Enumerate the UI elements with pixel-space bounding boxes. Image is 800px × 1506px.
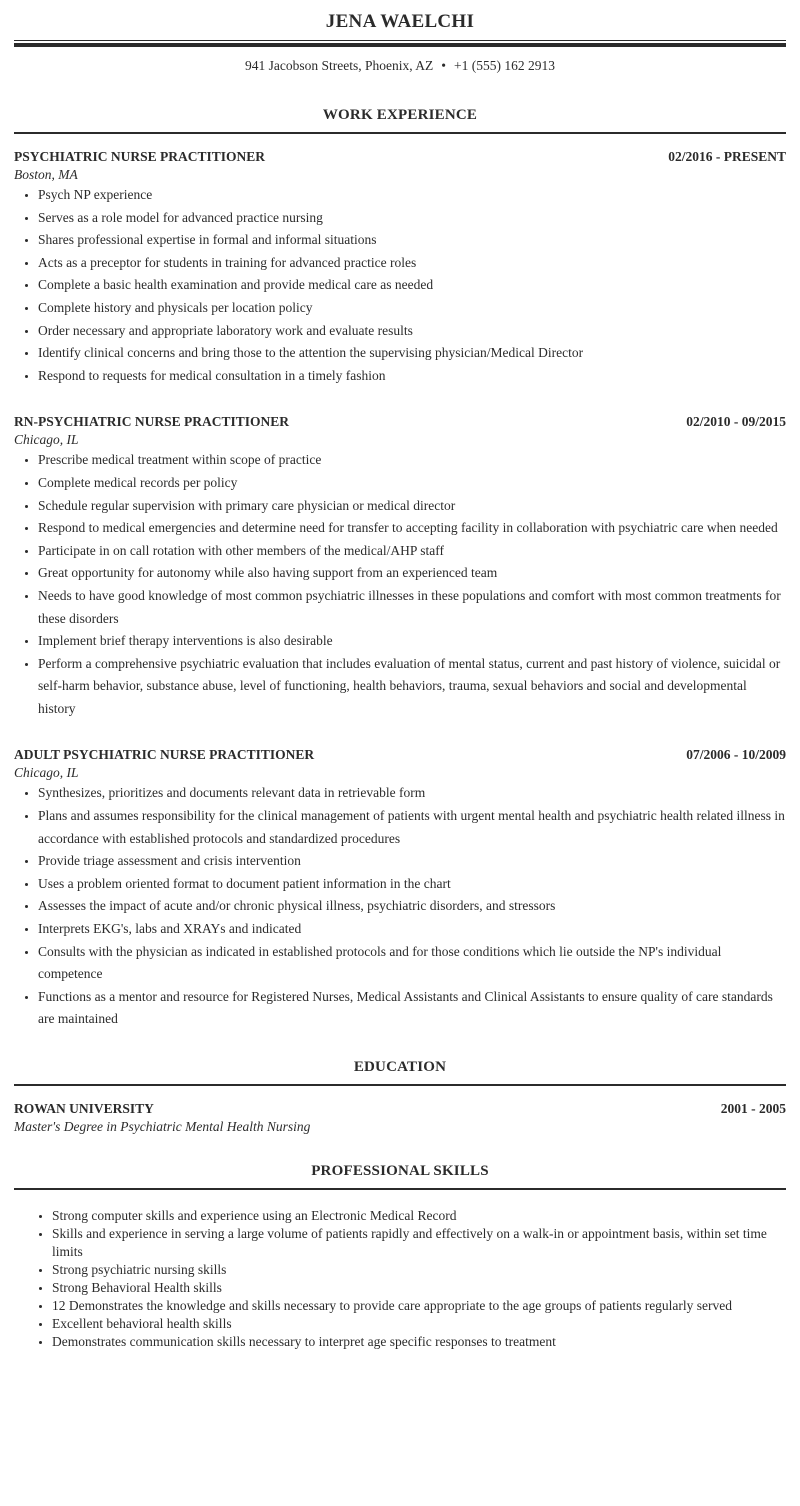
list-item: • Participate in on call rotation with other members of the medical/AHP staff xyxy=(38,540,786,563)
list-item: • Complete history and physicals per location policy xyxy=(38,297,786,320)
job-entry xyxy=(14,148,786,387)
phone: +1 (555) 162 2913 xyxy=(454,58,555,73)
section-title: PROFESSIONAL SKILLS xyxy=(311,1163,489,1179)
education-entry xyxy=(14,1100,786,1135)
list-item: • Great opportunity for autonomy while also having support from an experienced team xyxy=(38,562,786,585)
list-item: • Shares professional expertise in formal and informal situations xyxy=(38,229,786,252)
skill-item: • Strong computer skills and experience using an Electronic Medical Record xyxy=(52,1207,786,1225)
job-entry xyxy=(14,413,786,720)
list-item: • Synthesizes, prioritizes and documents relevant data in retrievable form xyxy=(38,782,786,805)
list-item: • Plans and assumes responsibility for the clinical management of patients with urgent mental health and psychiatric health related illness in accordance with established protocols and standardized procedures xyxy=(38,805,786,850)
section-title: EDUCATION xyxy=(353,1059,447,1075)
job-bullets xyxy=(14,782,786,1031)
resume-page xyxy=(14,0,786,1351)
skill-item: • 12 Demonstrates the knowledge and skills necessary to provide care appropriate to the age groups of patients regularly served xyxy=(52,1297,786,1315)
job-dates: 02/2010 - 09/2015 xyxy=(686,414,786,430)
job-entry xyxy=(14,746,786,1031)
work-experience-section xyxy=(14,105,786,1031)
job-dates: 02/2016 - PRESENT xyxy=(668,149,786,164)
list-item: • Respond to requests for medical consultation in a timely fashion xyxy=(38,365,786,388)
education-section xyxy=(14,1057,786,1135)
skill-item: • Excellent behavioral health skills xyxy=(52,1315,786,1333)
section-title: WORK EXPERIENCE xyxy=(322,107,478,123)
skills-list xyxy=(14,1207,786,1351)
contact-info xyxy=(14,57,786,75)
job-location: Boston, MA xyxy=(14,167,78,182)
list-item: • Functions as a mentor and resource for Registered Nurses, Medical Assistants and Clinical Assistants to ensure quality of care standards are maintained xyxy=(38,986,786,1031)
section-divider xyxy=(14,132,786,134)
list-item: • Complete medical records per policy xyxy=(38,472,786,495)
education-dates: 2001 - 2005 xyxy=(720,1101,786,1116)
separator: • xyxy=(441,58,446,73)
section-divider xyxy=(14,1188,786,1190)
list-item: • Schedule regular supervision with primary care physician or medical director xyxy=(38,495,786,518)
section-divider xyxy=(14,1084,786,1086)
job-location: Chicago, IL xyxy=(14,765,79,781)
skills-section xyxy=(14,1161,786,1351)
list-item: • Order necessary and appropriate laboratory work and evaluate results xyxy=(38,320,786,343)
list-item: • Prescribe medical treatment within scope of practice xyxy=(38,449,786,472)
list-item: • Implement brief therapy interventions is also desirable xyxy=(38,630,786,653)
skill-item: • Strong Behavioral Health skills xyxy=(52,1279,786,1297)
candidate-name: JENA WAELCHI xyxy=(325,11,475,32)
list-item: • Respond to medical emergencies and determine need for transfer to accepting facility in collaboration with psychiatric care when needed xyxy=(38,517,786,540)
list-item: • Perform a comprehensive psychiatric evaluation that includes evaluation of mental status, current and past history of violence, suicidal or self-harm behavior, substance abuse, level of functioning, health behaviors, trauma, sexual behaviors and social and developmental history xyxy=(38,653,786,721)
skill-item: • Strong psychiatric nursing skills xyxy=(52,1261,786,1279)
list-item: • Provide triage assessment and crisis intervention xyxy=(38,850,786,873)
list-item: • Acts as a preceptor for students in training for advanced practice roles xyxy=(38,252,786,275)
job-title: RN-PSYCHIATRIC NURSE PRACTITIONER xyxy=(14,414,290,430)
list-item: • Psych NP experience xyxy=(38,184,786,207)
job-location: Chicago, IL xyxy=(14,432,79,448)
job-bullets xyxy=(14,449,786,720)
list-item: • Uses a problem oriented format to document patient information in the chart xyxy=(38,873,786,896)
address: 941 Jacobson Streets, Phoenix, AZ xyxy=(245,58,434,73)
list-item: • Identify clinical concerns and bring those to the attention the supervising physician/Medical Director xyxy=(38,342,786,365)
list-item: • Consults with the physician as indicated in established protocols and for those conditions which lie outside the NP's individual competence xyxy=(38,941,786,986)
list-item: • Assesses the impact of acute and/or chronic physical illness, psychiatric disorders, and stressors xyxy=(38,895,786,918)
degree: Master's Degree in Psychiatric Mental Health Nursing xyxy=(14,1119,311,1134)
job-dates: 07/2006 - 10/2009 xyxy=(686,747,786,763)
skill-item: • Skills and experience in serving a large volume of patients rapidly and effectively on a walk-in or appointment basis, within set time limits xyxy=(52,1225,786,1261)
skill-item: • Demonstrates communication skills necessary to interpret age specific responses to treatment xyxy=(52,1333,786,1351)
school-name: ROWAN UNIVERSITY xyxy=(14,1101,154,1116)
list-item: • Complete a basic health examination and provide medical care as needed xyxy=(38,274,786,297)
job-title: PSYCHIATRIC NURSE PRACTITIONER xyxy=(14,149,266,164)
header-divider xyxy=(14,40,786,47)
list-item: • Needs to have good knowledge of most common psychiatric illnesses in these populations and comfort with most common treatments for these disorders xyxy=(38,585,786,630)
list-item: • Interprets EKG's, labs and XRAYs and indicated xyxy=(38,918,786,941)
list-item: • Serves as a role model for advanced practice nursing xyxy=(38,207,786,230)
job-bullets xyxy=(14,184,786,387)
job-title: ADULT PSYCHIATRIC NURSE PRACTITIONER xyxy=(14,747,315,763)
